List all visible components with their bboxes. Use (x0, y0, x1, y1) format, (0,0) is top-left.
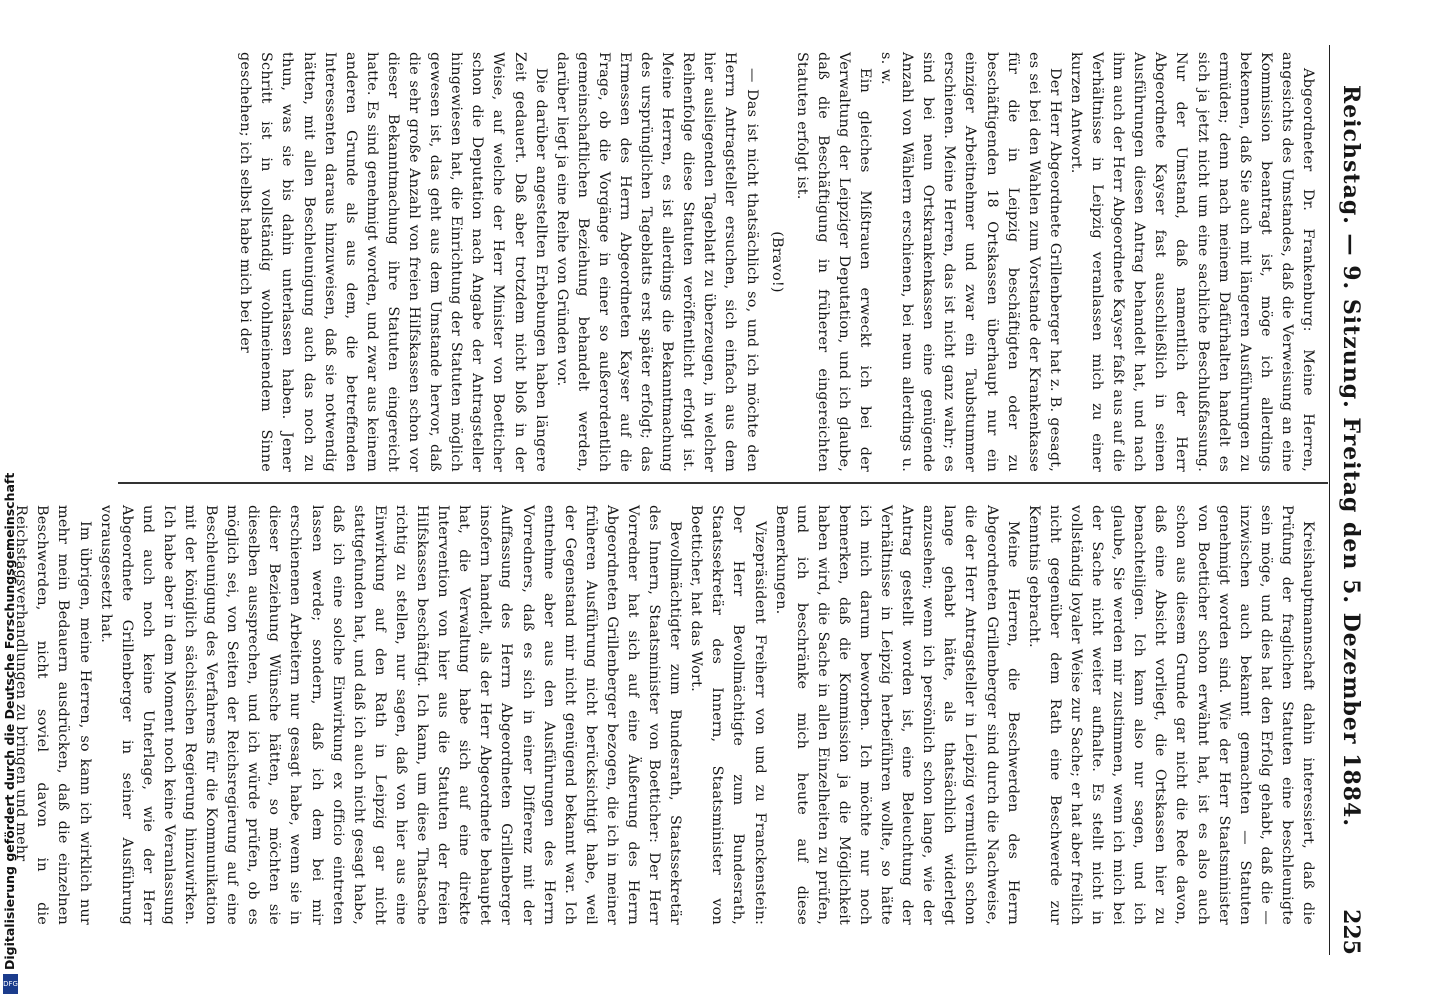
column-left (234, 52, 1318, 472)
paragraph: Ein gleiches Mißtrauen erweckt ich bei der Verwaltung der Leipziger Deputation, und ich glaube, daß die Beschäftigung in früherer eingereichten Statuten erfolgt ist. (793, 52, 874, 472)
page-number: 225 (1338, 909, 1364, 955)
applause-note: (Bravo!) (768, 231, 785, 293)
column-divider (118, 482, 1328, 484)
paragraph: Kreishauptmannschaft dahin interessiert, daß die Prüfung der fraglichen Statuten eine beschleunigte sein möge, und dies hat den Erfolg gehabt, daß die — inzwischen auch bekannt gemachten — Statuten genehmigt worden sind. Wie der Herr Staatsminister von Boetticher schon erwähnt hat, ist es also auch schon aus diesem Grunde gar nicht die Rede davon, daß eine Absicht vorliegt, die Ortskassen hier zu benachteiligen. Ich kann also nur sagen, und ich glaube, Sie werden mir zustimmen, wenn ich mich bei der Sache nicht weiter aufhalte. Es stellt nicht in vollständig loyaler Weise zur Sache; er hat aber freilich nicht gegenüber dem Rath eine Beschwerde zur Kenntnis gebracht. (1025, 505, 1316, 925)
header-title: Reichstag. — 9. Sitzung. Freitag den 5. Dezember 1884. (1338, 85, 1364, 828)
paragraph: Im übrigen, meine Herren, so kann ich wirklich nur mehr mein Bedauern ausdrücken, daß die einzelnen Beschwerden, nicht soviel davon in die Reichstagsverhandlungen zu bringen und mehr (13, 505, 93, 925)
paragraph: Abgeordneter Dr. Frankenburg: Meine Herren, angesichts des Umstandes, daß die Verweisung an eine Kommission beantragt ist, möge ich allerdings bekennen, daß Sie auch mit längeren Ausführungen zu ermüden; denn nach meinem Dafürhalten handelt es sich ja jetzt nicht um eine sachliche Beschlußfassung. Nur der Umstand, daß namentlich der Herr Abgeordnete Kayser fast ausschließlich in seinen Ausführungen diesen Antrag behandelt hat, und nach ihm auch der Herr Abgeordnete Kayser faßt aus auf die Verhältnisse in Leipzig veranlassen mich zu einer kurzen Antwort. (1067, 52, 1316, 472)
speaker-intro: Vizepräsident Freiherr von und zu Franckenstein: Der Herr Bevollmächtigte zum Bundesrath, Staatssekretär des Innern, Staatsminister von Boetticher, hat das Wort. (688, 505, 768, 925)
paragraph: Bevollmächtigter zum Bundesrath, Staatssekretär des Innern, Staatsminister von Boetticher: Der Herr Vorredner hat sich auf eine Äußerung des Herrn Abgeordneten Grillenberger bezogen, die ich in meiner früheren Ausführung nicht berücksichtigt habe, weil der Gegenstand mir nicht genügend bekannt war. Ich entnehme aber aus den Ausführungen des Herrn Vorredners, daß es sich in einer Differenz mit der Auffassung des Herrn Abgeordneten Grillenberger insofern handelt, als der Herr Abgeordnete behauptet hat, die Verwaltung habe sich auf eine direkte Intervention von hier aus die Statuten der freien Hilfskassen beschäftigt. Ich kann, um diese Thatsache richtig zu stellen, nur sagen, daß von hier aus eine Einwirkung auf den Rath in Leipzig gar nicht stattgefunden hat, und daß ich auch nicht gesagt habe, daß ich eine solche Einwirkung ex officio eintreten lassen werde; sondern, daß ich dem bei mir erschienenen Arbeitern nur gesagt habe, wenn sie in dieser Beziehung Wünsche hätten, so möchten sie dieselben aussprechen, und ich würde prüfen, ob es möglich sei, von Seiten der Reichsregierung auf eine Beschleunigung des Verfahrens für die Kommunikation mit der königlich sächsischen Regierung hinzuwirken. Ich habe aber in dem Moment noch keine Veranlassung und auch noch keine Unterlage, wie der Herr Abgeordnete Grillenberger in seiner Ausführung vorausgesetzt hat. (97, 505, 684, 925)
dfg-logo: DFG (3, 974, 18, 994)
paragraph: Die darüber angestellten Erhebungen haben längere Zeit gedauert. Daß aber trotzdem nicht bloß in der Weise, auf welche der Herr Minister von Boetticher schon die Deputation nach Angabe der Antragsteller hingewiesen hat, die Einrichtung der Statuten möglich gewesen ist, das geht aus dem Umstande hervor, daß die sehr große Anzahl von freien Hilfskassen schon vor dieser Bekanntmachung ihre Statuten eingereicht hatte. Es sind genehmigt worden, und zwar aus keinem anderen Grunde als aus dem, die betreffenden Interessenten daraus hinzuweisen, daß sie notwendig hätten, mit allen Beschleunigung auch das noch zu thun, was sie bis dahin unterlassen haben. Jener Schritt ist in vollständig wohlmeinendem Sinne geschehen; ich selbst habe mich bei der (237, 52, 549, 472)
page-header (1329, 45, 1370, 955)
column-right (10, 505, 1318, 925)
sidebar-credit-text: Digitalisierung gefördert durch die Deutsche Forschungsgemeinschaft (2, 472, 17, 970)
paragraph: — Das ist nicht thatsächlich so, und ich möchte den Herrn Antragsteller ersuchen, sich einfach aus dem hier ausliegenden Tageblatt zu überzeugen, in welcher Reihenfolge diese Statuten veröffentlicht erfolgt ist. Meine Herren, es ist allerdings die Bekanntmachung des ursprünglichen Tageblatts erst später erfolgt; das Ermessen des Herrn Abgeordneten Kayser auf die Frage, ob die Vorgänge in einer so außerordentlich gemeinschaftlichen Beziehung behandelt werden, darüber liegt ja eine Reihe von Gründen vor. (553, 52, 760, 472)
rotated-page-content (13, 0, 1380, 1000)
paragraph: Der Herr Abgeordnete Grillenberger hat z. B. gesagt, es sei bei den Wahlen zum Vorstande der Krankenkasse für die in Leipzig beschäftigten oder zu beschäftigenden 18 Ortskassen überhaupt nur ein einziger Arbeitnehmer und zwar ein Taubstummer erschienen. Meine Herren, das ist nicht ganz wahr; es sind bei neun Ortskrankenkassen eine genügende Anzahl von Wählern erschienen, bei neun allerdings u. s. w. (878, 52, 1063, 472)
paragraph: Meine Herren, die Beschwerden des Herrn Abgeordneten Grillenberger sind durch die Nachweise, die der Herr Antragsteller in Leipzig vermutlich schon lange gehabt hätte, als thatsächlich widerlegt anzusehen; wenn ich persönlich schon lange, wie der Antrag gestellt worden ist, eine Beleuchtung der Verhältnisse in Leipzig herbeiführen wollte, so hätte ich mich darum beworben. Ich möchte nur noch bemerken, daß die Kommission ja die Möglichkeit haben wird, die Sache in allen Einzelheiten zu prüfen, und ich beschränke mich heute auf diese Bemerkungen. (772, 505, 1021, 925)
